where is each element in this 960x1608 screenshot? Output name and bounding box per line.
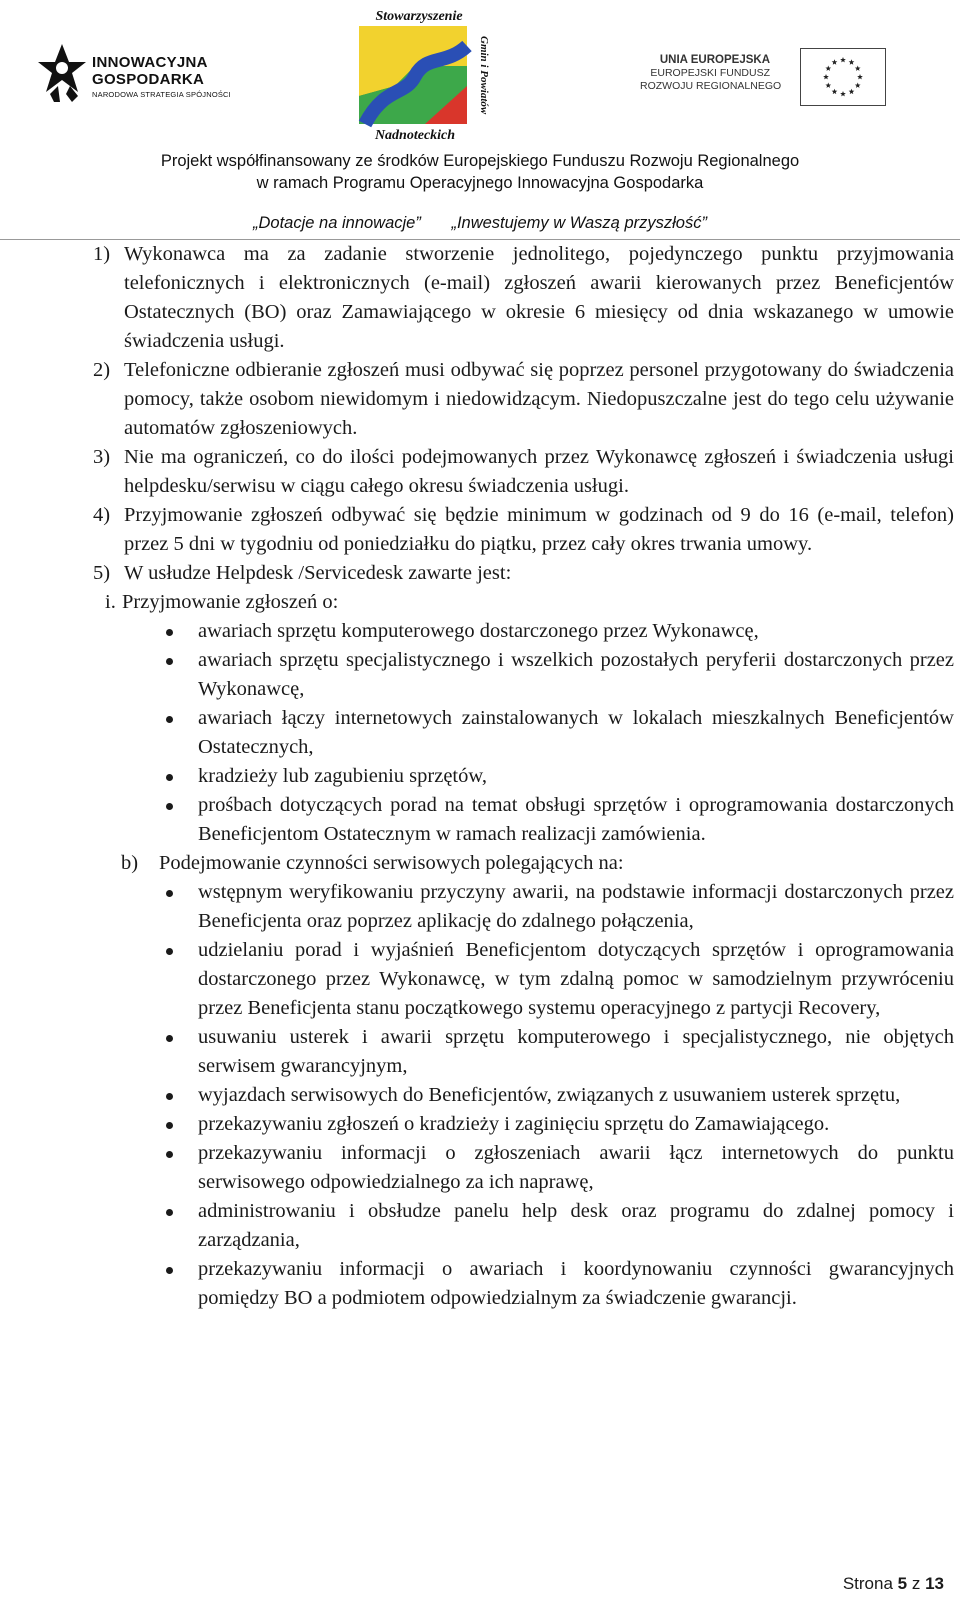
list-marker: 1): [93, 243, 111, 265]
bullet-text: awariach łączy internetowych zainstalowanych w lokalach mieszkalnych Beneficjentów Ostatecznych,: [198, 707, 954, 758]
bullet-text: wyjazdach serwisowych do Beneficjentów, związanych z usuwaniem usterek sprzętu,: [198, 1084, 901, 1106]
list-item-text: Wykonawca ma za zadanie stworzenie jednolitego, pojedynczego punktu przyjmowania telefonicznych i elektronicznych (e-mail) zgłoszeń awarii kierowanych przez Beneficjentów Ostatecznych (BO) oraz Zamawiającego w okresie 6 miesięcy od dnia wskazanego w umowie świadczenia usługi.: [124, 243, 954, 352]
logo-right-line2: EUROPEJSKI FUNDUSZ: [650, 67, 770, 79]
bullet-text: przekazywaniu zgłoszeń o kradzieży i zaginięciu sprzętu do Zamawiającego.: [198, 1113, 830, 1135]
bullet-icon: [166, 1209, 173, 1216]
logo-center-bottom-text: Nadnoteckich: [374, 128, 456, 143]
bullet-text: awariach sprzętu komputerowego dostarczonego przez Wykonawcę,: [198, 620, 759, 642]
eu-star-icon: [825, 83, 831, 88]
document-body: [0, 240, 960, 1313]
bullet-item: [0, 1197, 954, 1255]
bullet-text: przekazywaniu informacji o awariach i koordynowaniu czynności gwarancyjnych pomiędzy BO a podmiotem odpowiedzialnym za świadczenie gwarancji.: [198, 1258, 954, 1309]
bullet-item: [0, 1081, 954, 1110]
total-pages: 13: [925, 1574, 944, 1593]
bullet-icon: [166, 1093, 173, 1100]
bullet-icon: [166, 658, 173, 665]
bullet-item: [0, 1110, 954, 1139]
list-item-text: Przyjmowanie zgłoszeń odbywać się będzie minimum w godzinach od 9 do 16 (e-mail, telefon) przez 5 dni w tygodniu od poniedziałku do piątku, przez cały okres trwania umowy.: [124, 504, 954, 555]
bullet-text: kradzieży lub zagubieniu sprzętów,: [198, 765, 487, 787]
eu-star-icon: [832, 89, 838, 94]
slogan-1: „Dotacje na innowacje”: [253, 214, 421, 232]
eu-star-icon: [823, 74, 829, 79]
eu-flag-icon: [800, 48, 886, 106]
stowarzyszenie-gmin-logo-icon: [355, 6, 495, 144]
eu-logo-text: [640, 53, 782, 93]
section-label: Przyjmowanie zgłoszeń o:: [122, 591, 339, 613]
slogan-2: „Inwestujemy w Waszą przyszłość”: [451, 214, 707, 232]
list-marker: 4): [93, 504, 111, 526]
eu-star-icon: [840, 57, 846, 62]
logo-center-side-text: Gmin i Powiatów: [478, 36, 490, 115]
bullet-icon: [166, 1122, 173, 1129]
bullet-text: prośbach dotyczących porad na temat obsługi sprzętów i oprogramowania dostarczonych Beneficjentom Ostatecznym w ramach realizacji zamówienia.: [198, 794, 954, 845]
page-of: z: [911, 1574, 921, 1593]
bullet-icon: [166, 1035, 173, 1042]
bullet-item: [0, 704, 954, 762]
eu-star-icon: [855, 83, 861, 88]
bullet-text: awariach sprzętu specjalistycznego i wszelkich pozostałych peryferii dostarczonych przez Wykonawcę,: [198, 649, 954, 700]
logo-right-line1: UNIA EUROPEJSKA: [659, 54, 770, 66]
list-item-1: [0, 240, 954, 356]
list-item-text: Telefoniczne odbieranie zgłoszeń musi odbywać się poprzez personel przygotowany do świadczenia pomocy, także osobom niewidomym i niedowidzącym. Niedopuszczalne jest do tego celu używanie automatów zgłoszeniowych.: [124, 359, 954, 439]
bullet-text: usuwaniu usterek i awarii sprzętu komputerowego i specjalistycznego, nie objętych serwisem gwarancyjnym,: [198, 1026, 954, 1077]
bullet-icon: [166, 803, 173, 810]
bullet-icon: [166, 1151, 173, 1158]
project-line1: Projekt współfinansowany ze środków Europejskiego Funduszu Rozwoju Regionalnego: [160, 152, 800, 170]
eu-star-icon: [840, 91, 846, 96]
bullet-icon: [166, 716, 173, 723]
page-header: [0, 0, 960, 240]
list-item-5: [0, 559, 954, 588]
bullet-icon: [166, 890, 173, 897]
section-i-heading: [0, 588, 952, 617]
current-page: 5: [897, 1574, 908, 1593]
bullet-item: [0, 1255, 954, 1313]
bullet-item: [0, 646, 954, 704]
eu-star-icon: [849, 89, 855, 94]
page-number: [843, 1574, 944, 1594]
list-item-text: W usłudze Helpdesk /Servicedesk zawarte jest:: [124, 562, 512, 584]
logo-center-top-text: Stowarzyszenie: [375, 9, 463, 24]
bullet-icon: [166, 948, 173, 955]
eu-star-icon: [849, 59, 855, 64]
list-item-2: [0, 356, 954, 443]
bullet-icon: [166, 1267, 173, 1274]
bullet-item: [0, 762, 954, 791]
project-line2: w ramach Programu Operacyjnego Innowacyjna Gospodarka: [256, 174, 704, 192]
bullet-text: przekazywaniu informacji o zgłoszeniach awarii łącz internetowych do punktu serwisowego odpowiedzialnego za ich naprawę,: [198, 1142, 954, 1193]
list-marker: 2): [93, 359, 111, 381]
list-item-4: [0, 501, 954, 559]
eu-star-icon: [855, 66, 861, 71]
section-b-heading: [0, 849, 949, 878]
list-item-3: [0, 443, 954, 501]
section-label: Podejmowanie czynności serwisowych polegających na:: [159, 852, 624, 874]
eu-star-icon: [857, 74, 863, 79]
bullet-item: [0, 936, 954, 1023]
bullet-icon: [166, 629, 173, 636]
slogans: [0, 214, 960, 233]
bullet-text: udzielaniu porad i wyjaśnień Beneficjentom dotyczących sprzętów i oprogramowania dostarczonego przez Wykonawcę, w tym zdalną pomoc w samodzielnym przywróceniu przez Beneficjenta stanu początkowego systemu operacyjnego z partycji Recovery,: [198, 939, 954, 1019]
logo-left-line1: INNOWACYJNA: [92, 54, 208, 71]
bullet-item: [0, 878, 954, 936]
list-marker: 5): [93, 562, 111, 584]
logo-left-line3: NARODOWA STRATEGIA SPÓJNOŚCI: [92, 90, 231, 99]
bullet-text: wstępnym weryfikowaniu przyczyny awarii, na podstawie informacji dostarczonych przez Beneficjenta oraz poprzez aplikację do zdalnego połączenia,: [198, 881, 954, 932]
bullet-icon: [166, 774, 173, 781]
bullet-text: administrowaniu i obsłudze panelu help desk oraz programu do zdalnej pomocy i zarządzania,: [198, 1200, 954, 1251]
logo-right-line3: ROZWOJU REGIONALNEGO: [640, 80, 782, 92]
innowacyjna-gospodarka-logo: [36, 40, 246, 112]
bullet-item: [0, 1139, 954, 1197]
bullet-item: [0, 1023, 954, 1081]
star-figure-icon: [36, 42, 88, 104]
list-marker: 3): [93, 446, 111, 468]
logo-left-line2: GOSPODARKA: [92, 71, 205, 88]
section-marker: i.: [105, 591, 116, 613]
eu-star-icon: [832, 59, 838, 64]
bullet-item: [0, 617, 954, 646]
list-item-text: Nie ma ograniczeń, co do ilości podejmowanych przez Wykonawcę zgłoszeń i świadczenia usługi helpdesku/serwisu w ciągu całego okresu świadczenia usługi.: [124, 446, 954, 497]
page-label: Strona: [842, 1574, 893, 1593]
eu-star-icon: [825, 66, 831, 71]
bullet-item: [0, 791, 954, 849]
section-marker: b): [121, 852, 139, 874]
stowarzyszenie-gmin-logo: [355, 6, 495, 144]
